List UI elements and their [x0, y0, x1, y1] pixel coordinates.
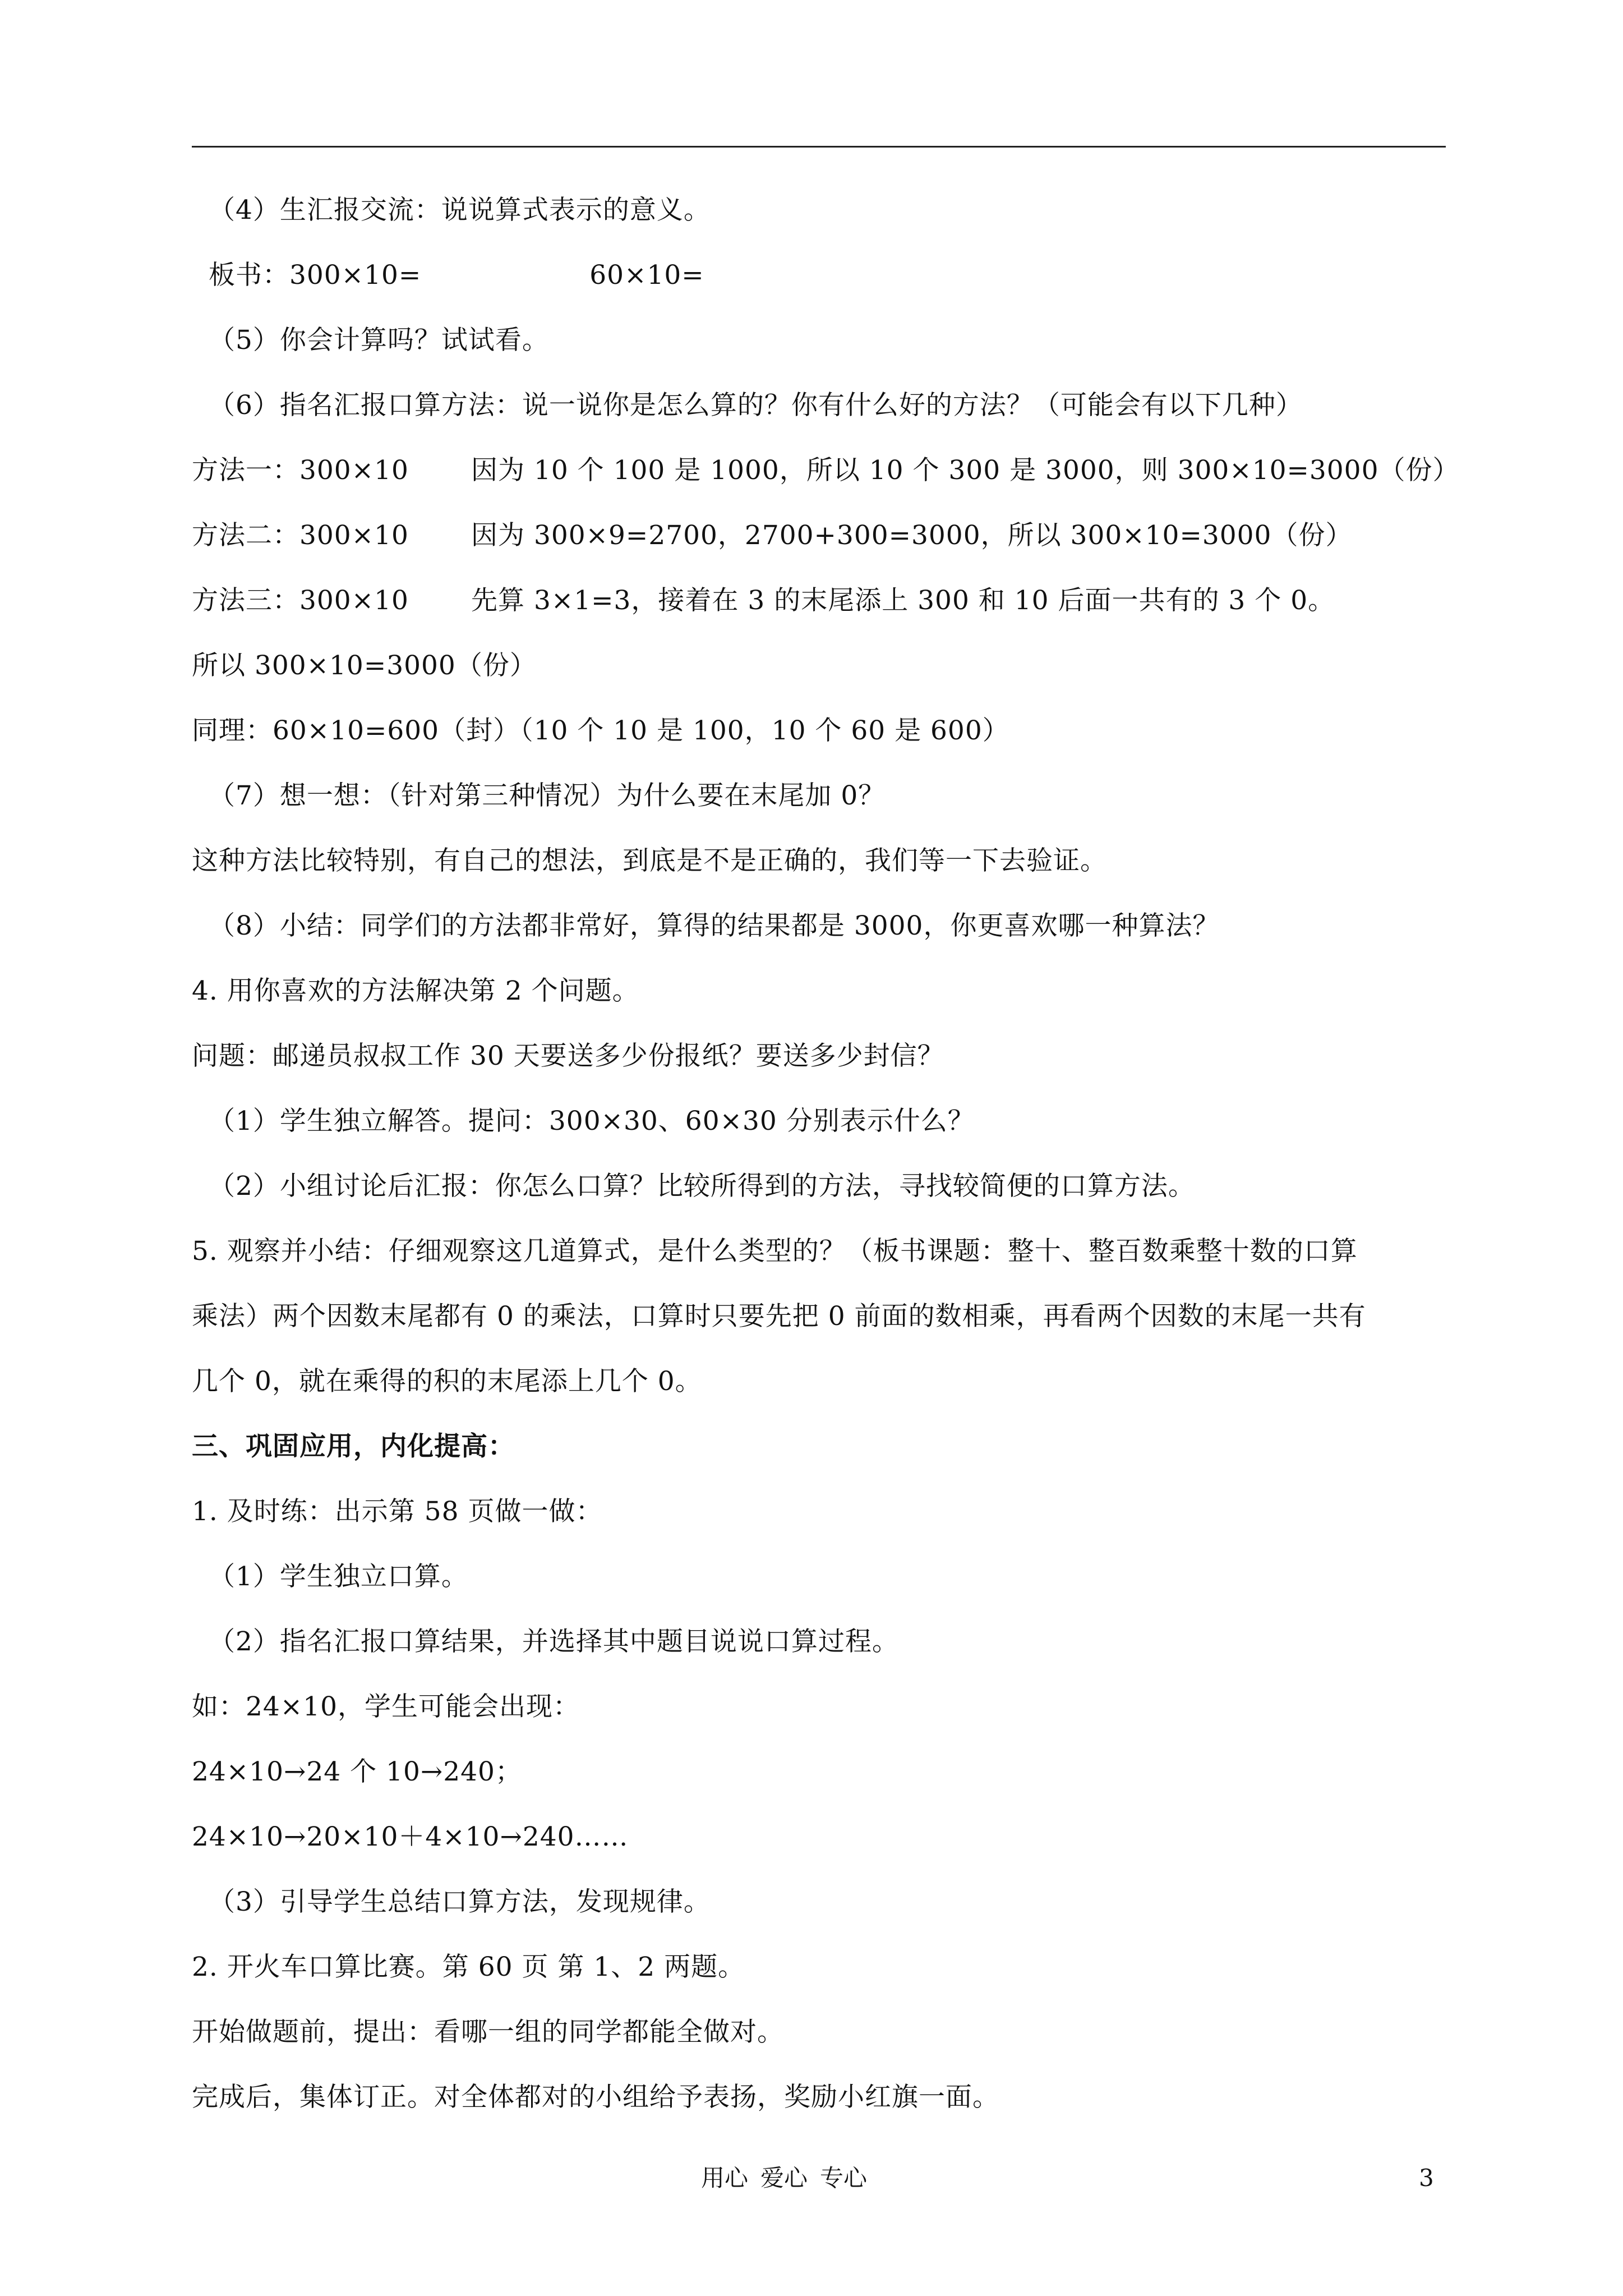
- method-line: [192, 584, 1446, 618]
- text-line: 24×10→20×10＋4×10→240……: [192, 1821, 629, 1852]
- method-line: [192, 454, 1460, 487]
- method-text: 因为 300×9=2700，2700+300=3000，所以 300×10=3000（份）: [471, 520, 1353, 551]
- text-line: 开始做题前，提出：看哪一组的同学都能全做对。: [192, 2017, 784, 2047]
- text-line: （7）想一想：（针对第三种情况）为什么要在末尾加 0？: [209, 780, 886, 811]
- text-line: 问题：邮递员叔叔工作 30 天要送多少份报纸？要送多少封信？: [192, 1041, 944, 1071]
- text-line: 同理：60×10=600（封）（10 个 10 是 100，10 个 60 是 600）: [192, 715, 1009, 746]
- text-line: [192, 259, 1446, 292]
- text-line: （1）学生独立解答。提问：300×30、60×30 分别表示什么？: [209, 1106, 975, 1137]
- text-line: （6）指名汇报口算方法：说一说你是怎么算的？你有什么好的方法？（可能会有以下几种）: [209, 390, 1303, 421]
- text-line: 2. 开火车口算比赛。第 60 页 第 1、2 两题。: [192, 1952, 745, 1982]
- text-line: （1）学生独立口算。: [209, 1561, 468, 1592]
- text-line: 所以 300×10=3000（份）: [192, 650, 537, 681]
- text-line: 1. 及时练：出示第 58 页做一做：: [192, 1496, 603, 1527]
- footer-slogan: [701, 2162, 879, 2194]
- method-text: 先算 3×1=3，接着在 3 的末尾添上 300 和 10 后面一共有的 3 个 0。: [471, 585, 1335, 616]
- method-label: 方法二：300×10: [192, 520, 409, 551]
- footer-word: 用心: [701, 2164, 749, 2192]
- text-line: （5）你会计算吗？试试看。: [209, 325, 549, 356]
- text-line: （2）小组讨论后汇报：你怎么口算？比较所得到的方法，寻找较简便的口算方法。: [209, 1171, 1195, 1202]
- text-line: （3）引导学生总结口算方法，发现规律。: [209, 1887, 711, 1917]
- text-line: （8）小结：同学们的方法都非常好，算得的结果都是 3000，你更喜欢哪一种算法？: [209, 910, 1220, 941]
- footer-word: 爱心: [760, 2164, 808, 2192]
- board-formula-2: 60×10=: [589, 260, 704, 291]
- text-line: 几个 0，就在乘得的积的末尾添上几个 0。: [192, 1366, 702, 1397]
- text-line: 完成后，集体订正。对全体都对的小组给予表扬，奖励小红旗一面。: [192, 2082, 999, 2113]
- board-formula-1: 板书：300×10=: [209, 260, 422, 291]
- text-line: 4. 用你喜欢的方法解决第 2 个问题。: [192, 976, 639, 1006]
- text-line: 这种方法比较特别，有自己的想法，到底是不是正确的，我们等一下去验证。: [192, 845, 1107, 876]
- text-line: （4）生汇报交流：说说算式表示的意义。: [209, 195, 711, 226]
- header-rule: [192, 146, 1446, 148]
- document-body: [192, 194, 1460, 2146]
- text-line: 5. 观察并小结：仔细观察这几道算式，是什么类型的？（板书课题：整十、整百数乘整十数的口算: [192, 1236, 1358, 1267]
- method-text: 因为 10 个 100 是 1000，所以 10 个 300 是 3000，则 300×10=3000（份）: [471, 455, 1460, 486]
- text-line: （2）指名汇报口算结果，并选择其中题目说说口算过程。: [209, 1626, 899, 1657]
- method-label: 方法三：300×10: [192, 585, 409, 616]
- text-line: 24×10→24 个 10→240；: [192, 1756, 522, 1787]
- page-number: 3: [1419, 2164, 1434, 2192]
- section-heading: 三、巩固应用，内化提高：: [192, 1431, 515, 1462]
- method-label: 方法一：300×10: [192, 455, 409, 486]
- footer-word: 专心: [820, 2164, 868, 2192]
- text-line: 如：24×10，学生可能会出现：: [192, 1691, 580, 1722]
- method-line: [192, 519, 1446, 553]
- text-line: 乘法）两个因数末尾都有 0 的乘法，口算时只要先把 0 前面的数相乘，再看两个因数的末尾一共有: [192, 1301, 1366, 1332]
